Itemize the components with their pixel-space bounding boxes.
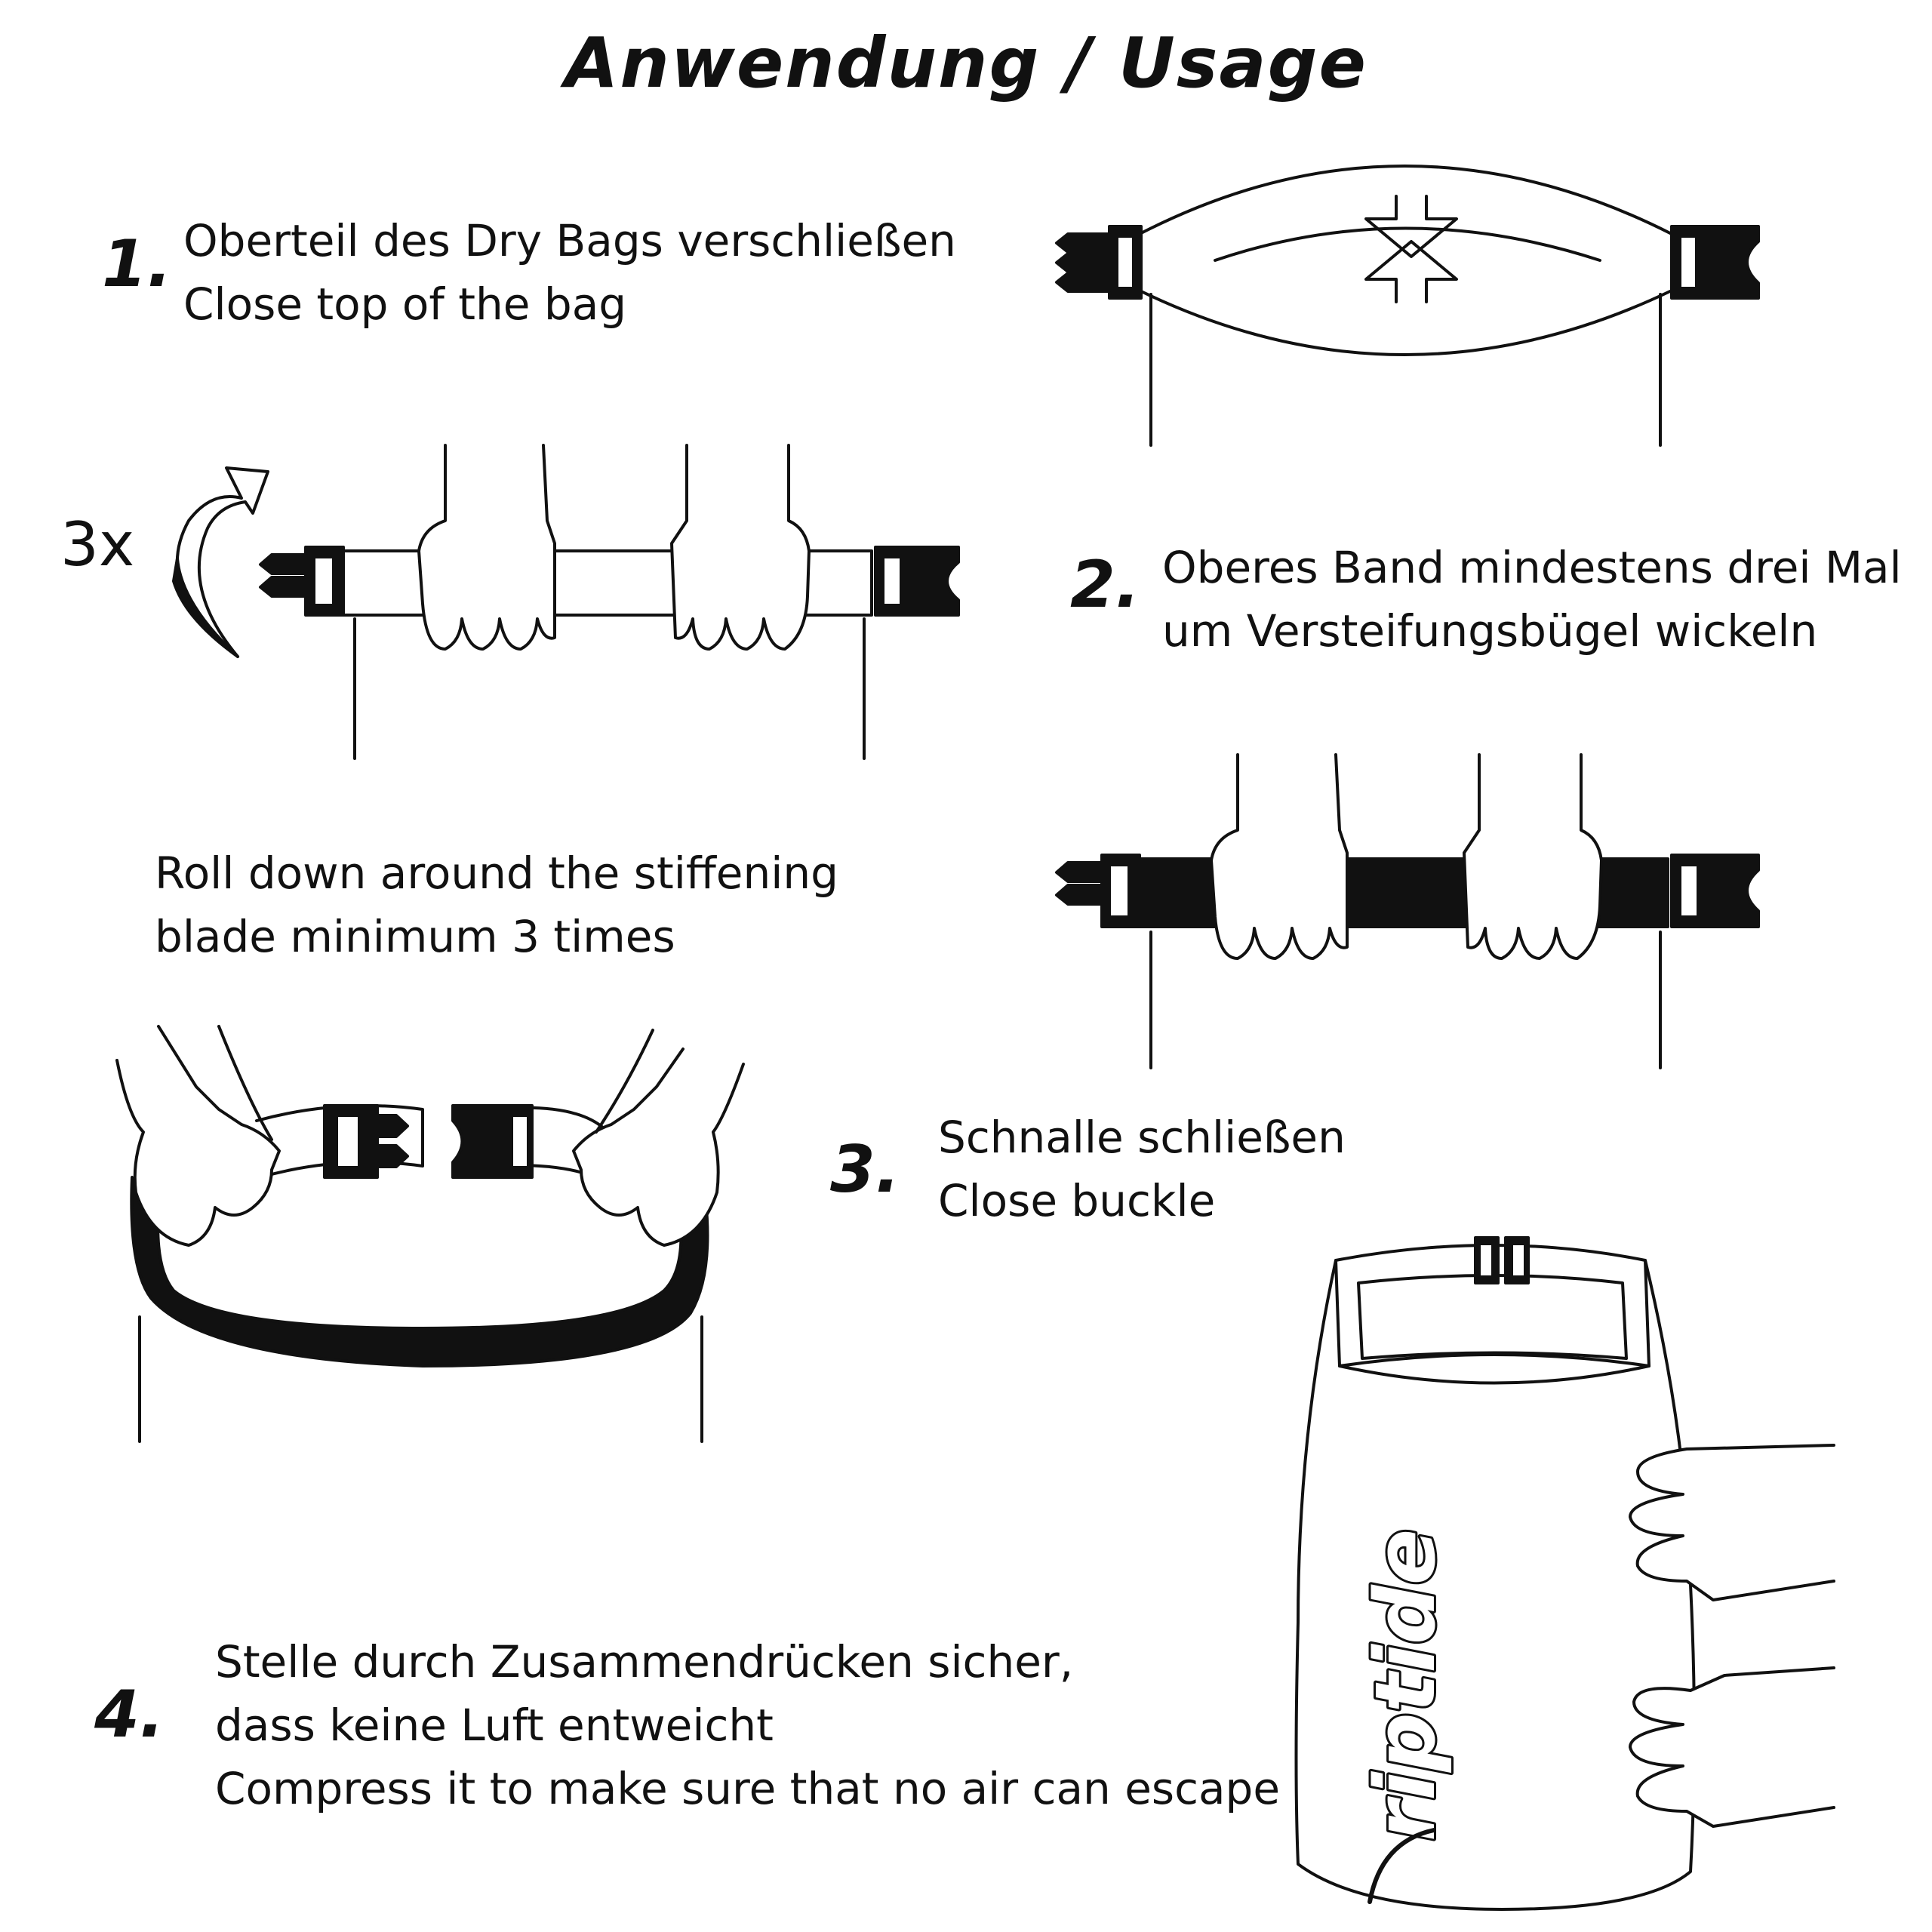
step-4-illustration	[1297, 1238, 1835, 1909]
step-1-number: 1.	[102, 226, 172, 302]
brand-logo-text: riptide	[1357, 1528, 1454, 1841]
step-3-number: 3.	[830, 1132, 900, 1208]
page-title: Anwendung / Usage	[565, 23, 1367, 103]
step-1-line-en: Close top of the bag	[183, 278, 627, 330]
curved-arrow-icon	[174, 468, 268, 657]
repeat-count-label: 3x	[60, 509, 135, 580]
step-2-line-en-1: Roll down around the stiffening	[155, 848, 838, 899]
step-3-line-en: Close buckle	[938, 1175, 1216, 1226]
step-2-number: 2.	[1070, 547, 1140, 623]
step-4-line-de-2: dass keine Luft entweicht	[215, 1700, 774, 1751]
step-4-line-de-1: Stelle durch Zusammendrücken sicher,	[215, 1636, 1074, 1687]
step-1-illustration	[1057, 166, 1758, 445]
step-2-line-en-2: blade minimum 3 times	[155, 911, 675, 962]
step-2-line-de-1: Oberes Band mindestens drei Mal	[1162, 542, 1902, 593]
step-3-illustration	[117, 1026, 743, 1441]
step-2-illustration-black-strap	[1057, 755, 1758, 1068]
step-1-line-de: Oberteil des Dry Bags verschließen	[183, 215, 956, 266]
step-4-number: 4.	[94, 1677, 165, 1752]
step-4-line-en: Compress it to make sure that no air can escape	[215, 1763, 1281, 1814]
female-buckle-icon	[1672, 226, 1758, 298]
step-3-line-de: Schnalle schließen	[938, 1112, 1346, 1163]
male-buckle-icon	[1057, 226, 1141, 298]
step-2-line-de-2: um Versteifungsbügel wickeln	[1162, 605, 1818, 657]
step-2-illustration-white-strap	[174, 445, 958, 758]
